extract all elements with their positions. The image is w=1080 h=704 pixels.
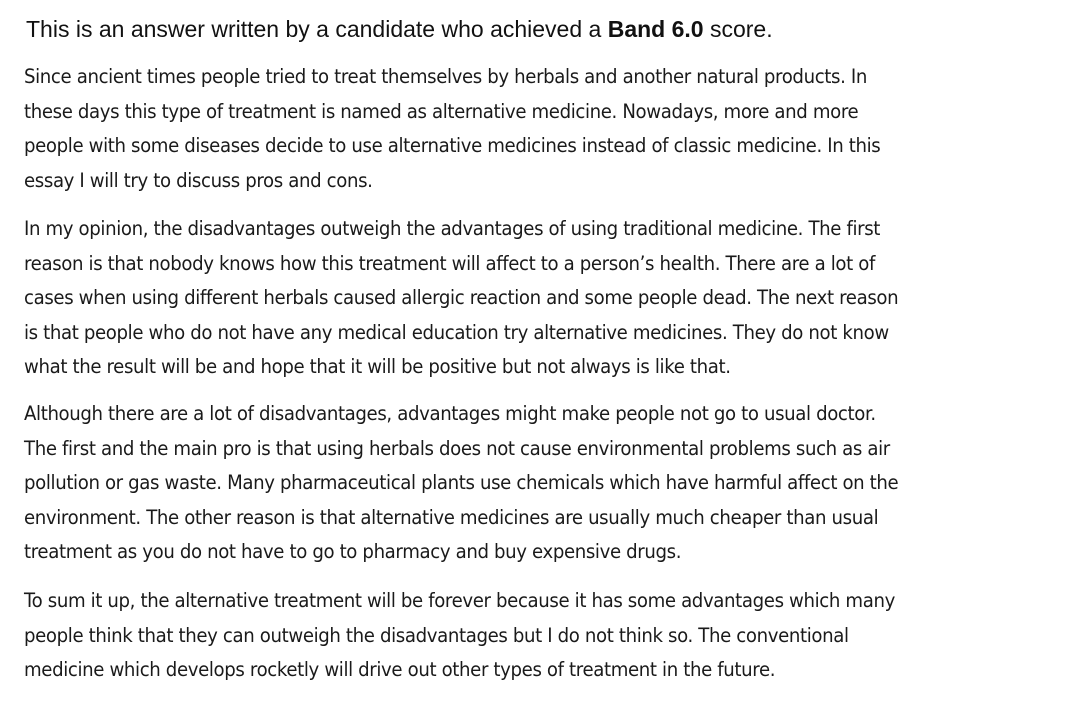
intro-suffix: score. xyxy=(703,16,773,42)
essay-line: these days this type of treatment is named as alternative medicine. Nowadays, more and more xyxy=(24,99,859,123)
essay-line: treatment as you do not have to go to pharmacy and buy expensive drugs. xyxy=(24,540,682,563)
essay-line: what the result will be and hope that it will be positive but not always is like that. xyxy=(24,355,731,378)
essay-line: To sum it up, the alternative treatment will be forever because it has some advantages which many xyxy=(24,589,895,612)
essay-line: medicine which develops rocketly will drive out other types of treatment in the future. xyxy=(24,658,776,681)
essay-line: pollution or gas waste. Many pharmaceutical plants use chemicals which have harmful affect on the xyxy=(24,471,899,494)
essay-paragraph-disadvantages xyxy=(24,212,1024,385)
essay-line: Since ancient times people tried to treat themselves by herbals and another natural products. In xyxy=(24,65,868,88)
essay-paragraph-conclusion xyxy=(24,584,1024,688)
essay-paragraph-introduction xyxy=(24,60,1024,198)
essay-line: environment. The other reason is that alternative medicines are usually much cheaper than usual xyxy=(24,505,879,529)
essay-line: The first and the main pro is that using herbals does not cause environmental problems such as air xyxy=(24,436,890,460)
essay-line: essay I will try to discuss pros and cons. xyxy=(24,168,373,192)
essay-line: is that people who do not have any medical education try alternative medicines. They do not know xyxy=(24,320,889,344)
essay-line: Although there are a lot of disadvantages, advantages might make people not go to usual doctor. xyxy=(24,402,876,425)
intro-prefix: This is an answer written by a candidate who achieved a xyxy=(26,16,608,42)
intro-line xyxy=(26,14,773,44)
essay-line: people think that they can outweigh the disadvantages but I do not think so. The conventional xyxy=(24,623,849,647)
band-score: Band 6.0 xyxy=(607,16,704,42)
essay-line: people with some diseases decide to use alternative medicines instead of classic medicine. In this xyxy=(24,134,881,157)
essay-line: In my opinion, the disadvantages outweigh the advantages of using traditional medicine. The first xyxy=(24,217,881,240)
essay-line: cases when using different herbals caused allergic reaction and some people dead. The next reason xyxy=(24,286,899,309)
essay-paragraph-advantages xyxy=(24,397,1024,570)
essay-line: reason is that nobody knows how this treatment will affect to a person’s health. There are a lot of xyxy=(24,251,875,275)
